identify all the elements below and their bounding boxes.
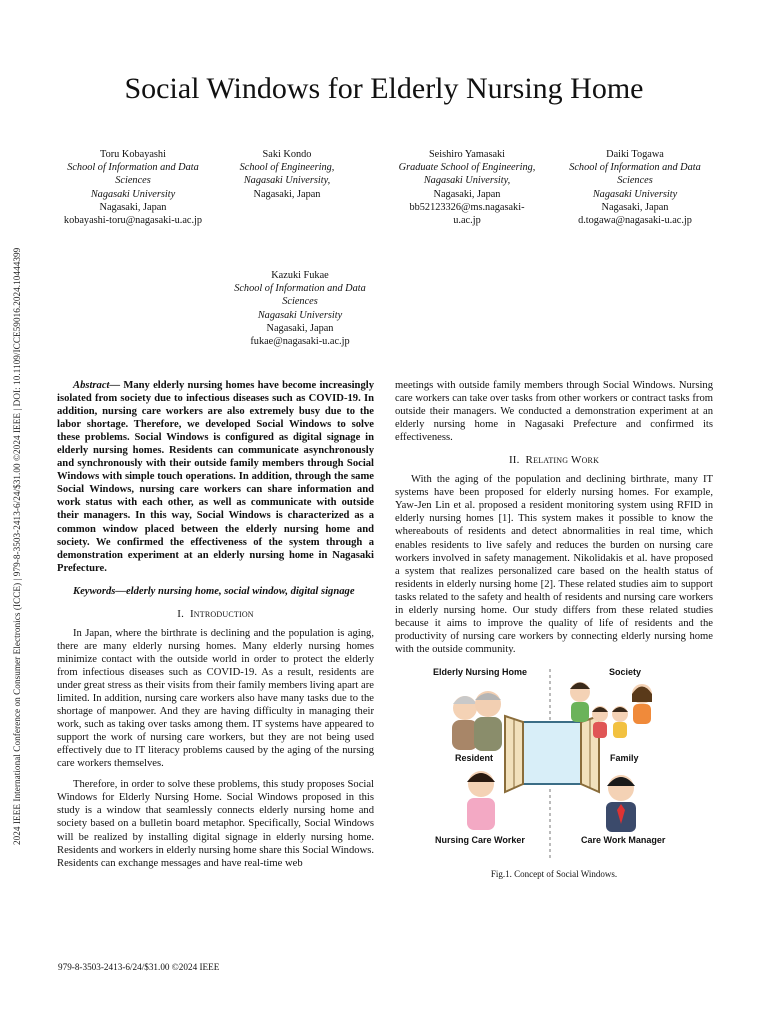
keywords: Keywords—elderly nursing home, social window, digital signage — [73, 585, 355, 597]
label-society: Society — [609, 666, 642, 677]
section-heading-introduction — [57, 608, 374, 621]
abstract — [57, 379, 374, 575]
author-name: Daiki Togawa — [606, 149, 664, 160]
label-family: Family — [610, 752, 639, 763]
concept-figure — [395, 664, 713, 864]
figure-caption: Fig.1. Concept of Social Windows. — [490, 868, 618, 879]
author-name: Seishiro Yamasaki — [428, 149, 506, 160]
label-nursing-care-worker: Nursing Care Worker — [435, 834, 525, 845]
author-location: Nagasaki, Japan — [266, 322, 334, 334]
section-title: Relating Work — [525, 454, 600, 467]
care-work-manager-icon — [606, 775, 636, 832]
author-location: Nagasaki, Japan — [253, 188, 321, 200]
intro-paragraph-2: Therefore, in order to solve these problems, this study proposes Social Windows for Elderly Nursing Home. Social Windows proposed in this study is a window that seamlessly connects elderly nursing home and society based on a bulletin board metaphor. Specifically, Social Windows will be realized by installing digital signage in elderly nursing home. Residents and workers in elderly nursing home share this Social Windows. Residents can exchange messages and have real-time web — [57, 779, 374, 869]
author-block — [207, 148, 367, 201]
section-heading-related-work — [395, 454, 713, 467]
author-block — [220, 269, 380, 348]
author-location: Nagasaki, Japan — [99, 201, 167, 213]
footer-copyright: 979-8-3503-2413-6/24/$31.00 ©2024 IEEE — [58, 962, 220, 972]
author-affiliation: Nagasaki University, — [423, 175, 511, 187]
paper-title: Social Windows for Elderly Nursing Home — [124, 72, 644, 105]
label-resident: Resident — [455, 752, 494, 763]
author-affiliation: School of Engineering, — [239, 162, 335, 174]
author-affiliation: Graduate School of Engineering, — [398, 162, 536, 174]
author-affiliation: School of Information and Data — [67, 162, 199, 174]
author-name: Toru Kobayashi — [100, 149, 166, 160]
abstract-text: Many elderly nursing homes have become increasingly isolated from society due to infectious diseases such as COVID-19. In addition, nursing care workers are also extremely busy due to the labor shortage. Therefore, we developed Social Windows to solve these problems. Social Windows is configured as digital signage in elderly nursing homes. Residents can communicate asynchronously and synchronously with their outside family members through Social Windows with simple touch operations. In addition, through the same Social Windows, nursing care workers can share information and work status with each other, as well as communicate with outside their managers. In this way, Social Windows is characterized as a common window placed between the elderly nursing home and society. We confirmed the effectiveness of the system through a demonstration experiment at an elderly nursing home in Nagasaki Prefecture. — [57, 380, 374, 574]
related-paragraph-1: With the aging of the population and declining birthrate, many IT systems have been proposed for elderly nursing homes. For example, Yaw-Jen Lin et al. proposed a resident monitoring system using RFID in elderly nursing homes [1]. This system makes it possible to know the whereabouts of residents and detect abnormalities in real time, which enables residents to live safely and reduces the burden on nursing care workers involved in safety management. Nikolidakis et al. have proposed a system that realizes personalized care based on the health status of residents in elderly nursing home [2]. These related studies aim to support tasks related to the safety and health of residents and nursing care workers in elderly nursing home. Our study differs from these related studies because it aims to improve the quality of life of residents and the productivity of nursing care workers by connecting elderly nursing home with the outside community. — [395, 474, 713, 655]
author-affiliation: Sciences — [617, 175, 653, 187]
label-elderly-nursing-home: Elderly Nursing Home — [433, 666, 528, 677]
intro-paragraph-2-continued: meetings with outside family members through Social Windows. Nursing care workers can take over tasks from other workers or contract tasks from outside their managers. We conducted a demonstration experiment at an elderly nursing home in Nagasaki Prefecture and confirmed its effectiveness. — [395, 380, 713, 444]
author-name: Kazuki Fukae — [271, 270, 329, 281]
author-block — [555, 148, 715, 227]
author-affiliation: School of Information and Data — [569, 162, 701, 174]
window-icon — [505, 716, 599, 792]
nursing-care-worker-icon — [467, 771, 495, 830]
label-care-work-manager: Care Work Manager — [581, 834, 666, 845]
author-location: Nagasaki, Japan — [433, 188, 501, 200]
left-column — [57, 379, 374, 878]
author-block — [53, 148, 213, 227]
section-title: Introduction — [189, 607, 254, 620]
side-doi-note: 2024 IEEE International Conference on Consumer Electronics (ICCE) | 979-8-3503-2413-6/24/$31.00 ©2024 IEEE | DOI: 10.1109/ICCE59016.2024.10444399 — [12, 247, 22, 845]
author-university: Nagasaki University — [257, 309, 343, 321]
abstract-lead: Abstract— — [73, 380, 121, 391]
author-location: Nagasaki, Japan — [601, 201, 669, 213]
intro-paragraph-1: In Japan, where the birthrate is declining and the population is aging, there are many elderly nursing homes. Many elderly nursing homes minimize contact with the outside world in order to protect the elderly from infectious diseases such as COVID-19. As a result, residents are under great stress as their visits from their family members living apart are limited. In addition, nursing care workers also have many tasks due to the shortage of manpower. And they are having difficulty in managing their work, such as taking over tasks among them. IT systems have appeared to support the work of nursing care workers, but they are not being used effectively due to IT literacy problems caused by the aging of the nursing care workers themselves. — [57, 627, 374, 770]
elderly-couple-icon — [452, 691, 502, 751]
author-email: kobayashi-toru@nagasaki-u.ac.jp — [63, 215, 203, 227]
author-affiliation: Sciences — [282, 296, 318, 308]
author-university: Nagasaki University — [90, 188, 176, 200]
author-university: Nagasaki University — [592, 188, 678, 200]
right-column — [395, 379, 713, 881]
author-email: bb52123326@ms.nagasaki- — [409, 201, 525, 213]
author-name: Saki Kondo — [262, 149, 312, 160]
author-block — [387, 148, 547, 227]
author-email: fukae@nagasaki-u.ac.jp — [250, 336, 350, 348]
author-email: u.ac.jp — [453, 215, 481, 227]
section-number: I. — [177, 607, 185, 620]
author-affiliation: School of Information and Data — [234, 283, 366, 295]
author-affiliation: Nagasaki University, — [243, 175, 331, 187]
author-email: d.togawa@nagasaki-u.ac.jp — [578, 215, 692, 227]
author-affiliation: Sciences — [115, 175, 151, 187]
section-number: II. — [508, 454, 520, 467]
